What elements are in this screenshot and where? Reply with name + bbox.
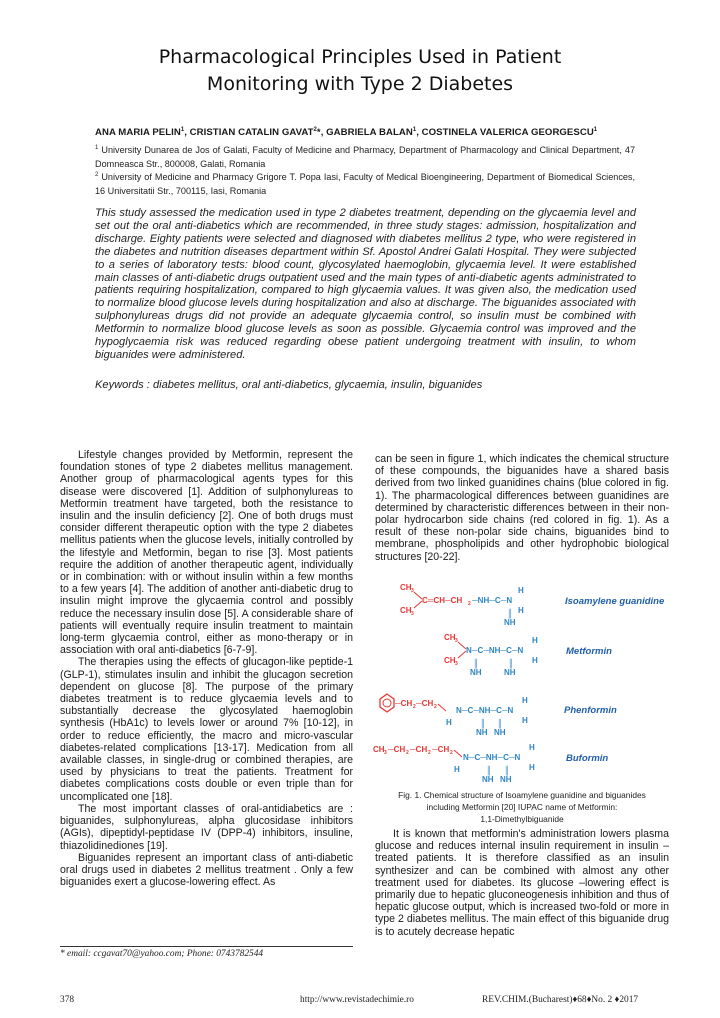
body-column-right-bottom	[375, 828, 669, 938]
page-number: 378	[60, 995, 75, 1005]
svg-text:CH: CH	[373, 745, 385, 754]
author-name: *, GABRIELA BALAN	[316, 127, 413, 139]
figure-label: Isoamylene guanidine	[565, 596, 665, 607]
svg-text:2: 2	[450, 750, 453, 756]
paper-title	[60, 44, 660, 98]
svg-text:║: ║	[480, 719, 486, 728]
svg-text:NH: NH	[494, 728, 506, 737]
structures-svg	[370, 580, 670, 786]
svg-text:H: H	[518, 586, 524, 595]
svg-text:H: H	[532, 636, 538, 645]
isoamylene-guanidine-structure	[400, 583, 524, 627]
svg-text:2: 2	[434, 704, 437, 710]
body-paragraph: The therapies using the effects of glucagon-like peptide-1 (GLP-1), stimulates insulin and inhibit the glucagon secretion dependent on glucose [8]. The purpose of the primary diabetes treatment is to reduce glycaemia levels and to substantially decrease the glycosylated haemoglobin synthesis (HbA1c) to levels lower or around 7% [10-12], in order to reduce efficiently, the macro and micro-vascular diabetes-related complications [13-17]. Medication from all available classes, in single-drug or combined therapies, are used by physicians to treat the patients. Treatment for diabetes complications costs double or even triple than for uncomplicated one [18].	[60, 656, 353, 803]
svg-text:─CH: ─CH	[410, 745, 428, 754]
body-paragraph: Biguanides represent an important class of anti-diabetic oral drugs used in diabetes 2 mellitus treatment . Only a few biguanides exert a glucose-lowering effect. As	[60, 851, 353, 889]
figure-label: Phenformin	[564, 705, 617, 716]
journal-citation: REV.CHIM.(Bucharest)♦68♦No. 2 ♦2017	[482, 995, 639, 1005]
abstract: This study assessed the medication used in type 2 diabetes treatment, depending on the glycaemia level and set out the oral anti-diabetics which are recommended, in three study stages: admission, hospitalization and discharge. Eighty patients were selected and diagnosed with diabetes mellitus 2 type, who were registered in the diabetes and nutrition diseases department within Sf. Apostol Andrei Galati Hospital. They were subjected to a series of laboratory tests: blood count, glycosylated haemoglobin, glycaemia level. It were established main classes of anti-diabetic drugs outpatient used and the main types of anti-diabetic agents administrated to patients requiring hospitalization, compared to high glycaemia values. It was given also, the medication used to normalize blood glucose levels during hospitalization and also at discharge. The biguanides associated with sulphonylureas drugs did not provide an adequate glycaemia control, so insulin must be combined with Metformin to normalize blood glucose levels as soon as possible. Glycaemia control was improved and the hypoglycaemia risk was reduced regarding obese patient undergoing treatment with insulin, to whom biguanides were administered.	[95, 207, 636, 361]
figure-label: Metformin	[566, 646, 612, 657]
phenformin-structure	[380, 694, 528, 737]
author-affil-mark: 2	[313, 127, 317, 133]
chemical-structures-figure	[370, 580, 670, 786]
svg-text:─CH: ─CH	[416, 699, 434, 708]
caption-line: including Metformin [20] IUPAC name of Metformin:	[426, 802, 618, 812]
author-list	[95, 127, 597, 138]
svg-text:3: 3	[455, 638, 458, 644]
svg-text:─NH─C─N: ─NH─C─N	[472, 596, 513, 605]
svg-text:CH: CH	[400, 583, 412, 592]
svg-text:║: ║	[507, 609, 513, 618]
svg-text:CH: CH	[444, 633, 456, 642]
author-affil-mark: 1	[593, 127, 598, 133]
svg-text:NH: NH	[476, 728, 488, 737]
author-affil-mark: 1	[180, 127, 185, 133]
figure-caption	[375, 789, 669, 825]
svg-text:H: H	[529, 743, 535, 752]
svg-text:CH: CH	[400, 606, 412, 615]
affiliation-text: University Dunarea de Jos of Galati, Faculty of Medicine and Pharmacy, Department of Pharmacology and Clinical Department, 47 Domneasca Str., 800008, Galati, Romania	[95, 145, 635, 170]
caption-line: 1,1-Dimethylbiguanide	[480, 814, 564, 824]
journal-url: http://www.revistadechimie.ro	[300, 995, 414, 1005]
affiliation-1	[95, 141, 635, 171]
svg-text:3: 3	[411, 611, 414, 617]
affiliation-number: 2	[95, 172, 99, 178]
body-column-left	[60, 449, 353, 888]
svg-text:NH: NH	[482, 775, 494, 784]
svg-text:H: H	[454, 765, 460, 774]
body-column-right-top	[375, 453, 669, 563]
svg-text:H: H	[522, 716, 528, 725]
author-name: , CRISTIAN CATALIN GAVAT	[184, 127, 314, 139]
caption-line: Fig. 1. Chemical structure of Isoamylene guanidine and biguanides	[398, 790, 646, 800]
author-name: ANA MARIA PELIN	[95, 127, 181, 139]
affiliation-number: 1	[95, 145, 99, 151]
svg-text:N─C─NH─C─N: N─C─NH─C─N	[466, 646, 524, 655]
body-paragraph: It is known that metformin's administration lowers plasma glucose and reduces internal insulin requirement in insulin – treated patients. It is therefore classified as an insulin synthesizer and can be combined with almost any other treatment used for diabetes. Its glucose –lowering effect is primarily due to hepatic gluconeogenesis inhibition and thus of hepatic glucose output, which is increased two-fold or more in type 2 diabetes mellitus. The main effect of this biguanide drug is to acutely decrease hepatic	[375, 828, 669, 938]
svg-text:CH: CH	[444, 656, 456, 665]
corresponding-author-footnote: * email: ccgavat70@yahoo.com; Phone: 0743782544	[60, 949, 264, 959]
svg-text:─CH: ─CH	[432, 745, 450, 754]
svg-text:3: 3	[455, 661, 458, 667]
svg-text:2: 2	[468, 601, 471, 607]
body-paragraph: Lifestyle changes provided by Metformin, represent the foundation stones of type 2 diabetes mellitus management. Another group of pharmacological agents types for this disease were discovered [1]. Addition of sulphonylureas to Metformin treatment have targeted, both the resistance to insulin and the insulin deficiency [2]. One of both drugs must consider different therapeutic option with the type 2 diabetes mellitus patients when the glucose levels, initially controlled by the lifestyle and Metformin, began to rise [3]. Most patients require the addition of another therapeutic agent, individually or in combination: with or without insulin within a few months to a few years [4]. The addition of another anti-diabetic drug to insulin might improve the glycaemia control and possibly reduce the necessary insulin dose [5]. A considerable share of patients will eventually require insulin treatment to maintain long-term glycaemia control, either as mono-therapy or in association with oral anti-diabetics [6-7-9].	[60, 449, 353, 657]
svg-text:3: 3	[384, 750, 387, 756]
svg-text:3: 3	[411, 588, 414, 594]
author-affil-mark: 1	[412, 127, 417, 133]
author-name: , COSTINELA VALERICA GEORGESCU	[416, 127, 594, 139]
svg-text:H: H	[522, 696, 528, 705]
svg-text:H: H	[446, 718, 452, 727]
body-paragraph: The most important classes of oral-antidiabetics are : biguanides, sulphonylureas, alpha glucosidase inhibitors (AGIs), dipeptidyl-peptidase IV (DPP-4) inhibitors, insuline, thiazolidinediones [19].	[60, 802, 353, 852]
svg-text:║: ║	[486, 766, 492, 775]
svg-text:─CH: ─CH	[388, 745, 406, 754]
svg-text:2: 2	[406, 750, 409, 756]
svg-text:NH: NH	[504, 618, 516, 627]
svg-text:H: H	[532, 656, 538, 665]
affiliation-2	[95, 168, 635, 198]
svg-text:N─C─NH─C─N: N─C─NH─C─N	[456, 706, 514, 715]
title-line-2: Monitoring with Type 2 Diabetes	[206, 73, 514, 95]
svg-text:N─C─NH─C─N: N─C─NH─C─N	[463, 753, 521, 762]
buformin-structure	[373, 743, 535, 784]
body-paragraph: can be seen in figure 1, which indicates the chemical structure of these compounds, the biguanides have a shared basis derived from two linked guanidines chains (blue colored in fig. 1). The pharmacological differences between guanidines are determined by characteristic differences between in their non-polar hydrocarbon side chains (red colored in fig. 1). As a result of these non-polar side chains, biguanides bind to membrane, phospholipids and other hydrophobic biological structures [20-22].	[375, 453, 669, 563]
figure-label: Buformin	[566, 753, 609, 764]
svg-text:║: ║	[473, 659, 479, 668]
svg-text:NH: NH	[500, 775, 512, 784]
svg-text:H: H	[518, 606, 524, 615]
affiliation-text: University of Medicine and Pharmacy Grigore T. Popa Iasi, Faculty of Medical Bioengineering, Department of Biomedical Sciences, 16 Universitatii Str., 700115, Iasi, Romania	[95, 172, 635, 197]
keywords: Keywords : diabetes mellitus, oral anti-diabetics, glycaemia, insulin, biguanides	[95, 379, 483, 391]
svg-text:C═CH─CH: C═CH─CH	[422, 596, 463, 605]
title-line-1: Pharmacological Principles Used in Patient	[158, 46, 562, 68]
svg-text:║: ║	[508, 659, 514, 668]
svg-text:H: H	[529, 763, 535, 772]
metformin-structure	[444, 633, 538, 677]
svg-text:─CH: ─CH	[395, 699, 413, 708]
svg-text:NH: NH	[504, 668, 516, 677]
svg-text:NH: NH	[470, 668, 482, 677]
footnote-divider	[60, 946, 353, 947]
svg-text:2: 2	[428, 750, 431, 756]
svg-text:║: ║	[497, 719, 503, 728]
svg-text:║: ║	[504, 766, 510, 775]
svg-text:2: 2	[413, 704, 416, 710]
